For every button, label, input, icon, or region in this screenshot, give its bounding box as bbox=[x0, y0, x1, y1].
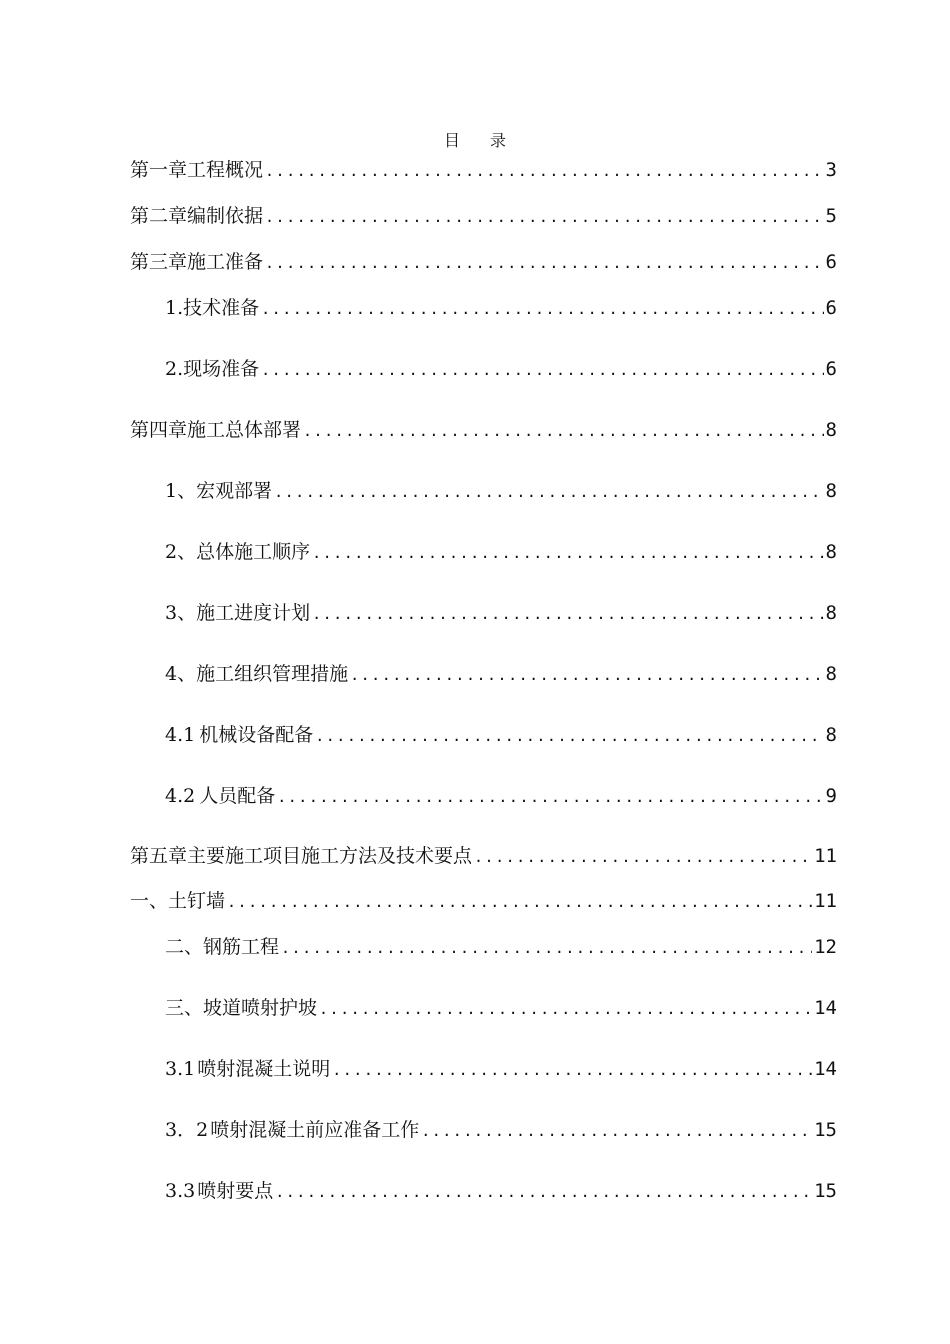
toc-entry-page: 8 bbox=[825, 541, 837, 563]
toc-entry-title: 宏观部署 bbox=[196, 480, 273, 502]
dot-leader bbox=[261, 296, 823, 322]
toc-title-right: 录 bbox=[490, 131, 507, 150]
dot-leader bbox=[421, 1118, 812, 1144]
toc-entry-page: 12 bbox=[814, 936, 837, 958]
dot-leader bbox=[312, 601, 823, 627]
toc-title bbox=[0, 128, 950, 151]
toc-entry-number: 3.1 bbox=[165, 1058, 196, 1080]
toc-entry[interactable] bbox=[165, 1117, 837, 1144]
toc-entry-title: 人员配备 bbox=[199, 785, 276, 807]
toc-entry-title: 技术准备 bbox=[183, 297, 260, 319]
toc-entry[interactable] bbox=[165, 1056, 837, 1083]
toc-entry-number: 4、 bbox=[165, 663, 197, 685]
toc-entry[interactable] bbox=[165, 934, 837, 961]
toc-entry[interactable] bbox=[130, 843, 837, 870]
toc-entry-page: 14 bbox=[814, 997, 837, 1019]
toc-entry[interactable] bbox=[165, 722, 837, 749]
toc-entry-page: 8 bbox=[825, 724, 837, 746]
toc-entry-number: 2、 bbox=[165, 541, 197, 563]
toc-entry[interactable] bbox=[130, 203, 837, 230]
toc-entry[interactable] bbox=[130, 157, 837, 184]
toc-entry[interactable] bbox=[165, 995, 837, 1022]
toc-entry-page: 11 bbox=[814, 890, 837, 912]
toc-entry-title: 施工准备 bbox=[187, 251, 264, 273]
toc-entry-page: 6 bbox=[825, 251, 837, 273]
dot-leader bbox=[332, 1057, 812, 1083]
toc-entry-title: 喷射混凝土前应准备工作 bbox=[210, 1119, 420, 1141]
toc-entry-number: 第一章 bbox=[130, 159, 188, 181]
toc-entry-title: 总体施工顺序 bbox=[196, 541, 311, 563]
toc-entry[interactable] bbox=[165, 295, 837, 322]
toc-entry-page: 3 bbox=[825, 159, 837, 181]
toc-entry-number: 第五章 bbox=[130, 845, 188, 867]
toc-entry-page: 8 bbox=[825, 480, 837, 502]
dot-leader bbox=[312, 540, 823, 566]
toc-entry[interactable] bbox=[165, 1178, 837, 1205]
toc-entry[interactable] bbox=[165, 661, 837, 688]
dot-leader bbox=[315, 723, 823, 749]
toc-entry-page: 15 bbox=[814, 1180, 837, 1202]
toc-entry-title: 土钉墙 bbox=[168, 890, 226, 912]
dot-leader bbox=[265, 158, 824, 184]
dot-leader bbox=[274, 479, 823, 505]
toc-entry-title: 主要施工项目施工方法及技术要点 bbox=[187, 845, 473, 867]
dot-leader bbox=[350, 662, 823, 688]
toc-entry[interactable] bbox=[165, 783, 837, 810]
dot-leader bbox=[261, 357, 823, 383]
toc-entry-page: 11 bbox=[814, 845, 837, 867]
toc-entry-number: 第三章 bbox=[130, 251, 188, 273]
toc-entry-number: 2. bbox=[165, 358, 184, 380]
dot-leader bbox=[303, 418, 824, 444]
toc-entry-number: 第二章 bbox=[130, 205, 188, 227]
toc-entry-page: 6 bbox=[825, 358, 837, 380]
dot-leader bbox=[277, 784, 823, 810]
toc-entry-number: 3.3 bbox=[165, 1180, 196, 1202]
toc-entry-title: 施工进度计划 bbox=[196, 602, 311, 624]
toc-entry[interactable] bbox=[130, 417, 837, 444]
dot-leader bbox=[265, 204, 824, 230]
toc-entry-number: 1. bbox=[165, 297, 184, 319]
toc-entry-title: 喷射要点 bbox=[197, 1180, 274, 1202]
toc-entry-number: 4.2 bbox=[165, 785, 196, 807]
toc-entry-title: 施工总体部署 bbox=[187, 419, 302, 441]
toc-entry[interactable] bbox=[130, 888, 837, 915]
dot-leader bbox=[474, 844, 812, 870]
toc-entry[interactable] bbox=[165, 478, 837, 505]
toc-title-left: 目 bbox=[443, 131, 460, 150]
toc-entry-page: 8 bbox=[825, 663, 837, 685]
toc-entry-title: 机械设备配备 bbox=[199, 724, 314, 746]
toc-entry-page: 14 bbox=[814, 1058, 837, 1080]
toc-entry[interactable] bbox=[165, 600, 837, 627]
toc-entry-page: 8 bbox=[825, 602, 837, 624]
toc-entry-number: 4.1 bbox=[165, 724, 196, 746]
toc-entry[interactable] bbox=[130, 249, 837, 276]
toc-entry-page: 6 bbox=[825, 297, 837, 319]
toc-entry[interactable] bbox=[165, 356, 837, 383]
dot-leader bbox=[265, 250, 824, 276]
toc-entry-page: 9 bbox=[825, 785, 837, 807]
toc-entry-title: 钢筋工程 bbox=[203, 936, 280, 958]
toc-entry-number: 三、 bbox=[165, 997, 204, 1019]
toc-entry-number: 3．2 bbox=[165, 1119, 209, 1141]
toc-entry-number: 二、 bbox=[165, 936, 204, 958]
dot-leader bbox=[227, 889, 812, 915]
toc-entry-number: 一、 bbox=[130, 890, 169, 912]
toc-entry-title: 施工组织管理措施 bbox=[196, 663, 349, 685]
toc-entry-number: 3、 bbox=[165, 602, 197, 624]
toc-entry-title: 坡道喷射护坡 bbox=[203, 997, 318, 1019]
toc-entry-page: 5 bbox=[825, 205, 837, 227]
toc-entry-number: 第四章 bbox=[130, 419, 188, 441]
dot-leader bbox=[275, 1179, 812, 1205]
toc-entry-title: 编制依据 bbox=[187, 205, 264, 227]
toc-entry-title: 工程概况 bbox=[187, 159, 264, 181]
dot-leader bbox=[319, 996, 812, 1022]
dot-leader bbox=[281, 935, 812, 961]
toc-entry-number: 1、 bbox=[165, 480, 197, 502]
toc-entry-title: 现场准备 bbox=[183, 358, 260, 380]
toc-entry-page: 8 bbox=[825, 419, 837, 441]
toc-entry-title: 喷射混凝土说明 bbox=[197, 1058, 331, 1080]
toc-entry-page: 15 bbox=[814, 1119, 837, 1141]
toc-entry[interactable] bbox=[165, 539, 837, 566]
